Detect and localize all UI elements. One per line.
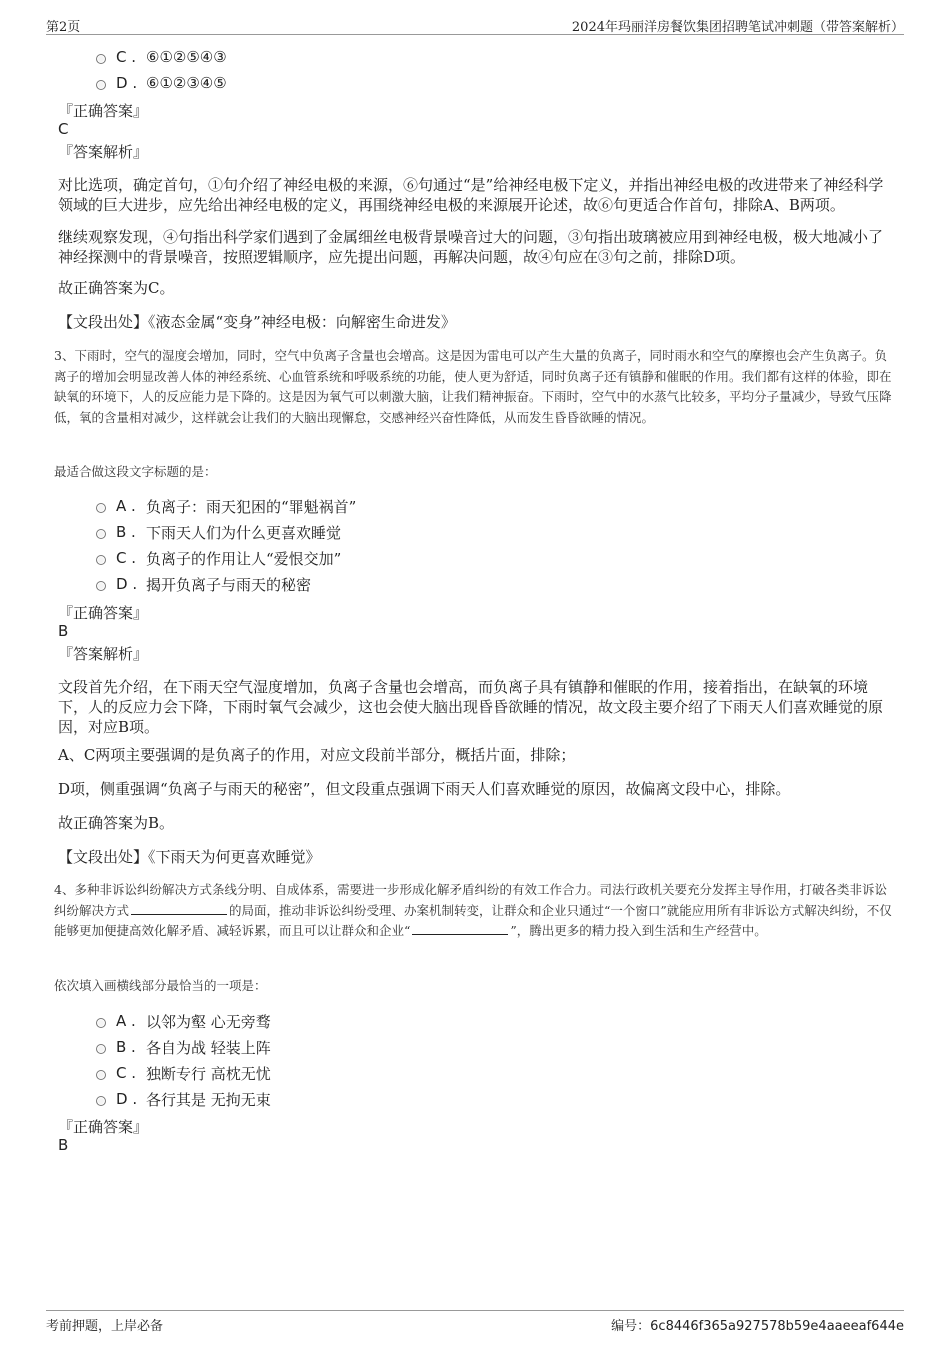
- fill-blank-1: [131, 902, 227, 915]
- radio-icon[interactable]: [96, 503, 106, 513]
- q3-prompt: 最适合做这段文字标题的是：: [54, 464, 217, 479]
- radio-icon[interactable]: [96, 581, 106, 591]
- q3-option-c[interactable]: C . 负离子的作用让人“爱恨交加”: [96, 547, 341, 569]
- q4-text: 4、多种非诉讼纠纷解决方式条线分明、自成体系，需要进一步形成化解矛盾纠纷的有效工作合力。司法行政机关要充分发挥主导作用，打破各类非诉讼纠纷解决方式 的局面，推动非诉讼纠纷受理、办案机制转变，让群众和企业只通过“一个窗口”就能应用所有非诉讼方式解决纠纷，不仅能够更加便捷高效化解矛盾、减轻诉累，而且可以让群众和企业“ ”，腾出更多的精力投入到生活和生产经营中。: [54, 882, 892, 938]
- q4-answer: B: [58, 1136, 69, 1154]
- q3-source: 【文段出处】《下雨天为何更喜欢睡觉》: [58, 848, 321, 866]
- q4-answer-label: 『正确答案』: [58, 1118, 149, 1136]
- document-title: 2024年玛丽洋房餐饮集团招聘笔试冲刺题（带答案解析）: [571, 20, 904, 35]
- page-number: 第2页: [46, 20, 81, 35]
- q3-analysis-p3: D项，侧重强调“负离子与雨天的秘密”，但文段重点强调下雨天人们喜欢睡觉的原因，故偏离文段中心，排除。: [58, 780, 791, 798]
- q4-option-b[interactable]: B . 各自为战 轻装上阵: [96, 1036, 271, 1058]
- page-footer: [46, 1310, 904, 1335]
- q2-answer-label: 『正确答案』: [58, 102, 149, 120]
- q2-analysis-p1: 对比选项，确定首句，①句介绍了神经电极的来源，⑥句通过“是”给神经电极下定义，并指出神经电极的改进带来了神经科学领域的巨大进步，应先给出神经电极的定义，再围绕神经电极的来源展开论述，故⑥句更适合作首句，排除A、B两项。: [58, 176, 884, 214]
- footer-slogan: 考前押题，上岸必备: [46, 1319, 164, 1334]
- q3-option-b[interactable]: B . 下雨天人们为什么更喜欢睡觉: [96, 521, 341, 543]
- document-id: 编号：6c8446f365a927578b59e4aaeeaf644e: [611, 1319, 904, 1334]
- radio-icon[interactable]: [96, 1044, 106, 1054]
- q4-option-a[interactable]: A . 以邻为壑 心无旁骛: [96, 1010, 271, 1032]
- q2-analysis-p2: 继续观察发现，④句指出科学家们遇到了金属细丝电极背景噪音过大的问题，③句指出玻璃被应用到神经电极，极大地减小了神经探测中的背景噪音，按照逻辑顺序，应先提出问题，再解决问题，故④句应在③句之前，排除D项。: [58, 228, 884, 266]
- q3-option-d[interactable]: D . 揭开负离子与雨天的秘密: [96, 573, 311, 595]
- q4-option-d[interactable]: D . 各行其是 无拘无束: [96, 1088, 271, 1110]
- radio-icon[interactable]: [96, 1070, 106, 1080]
- q2-answer: C: [58, 120, 69, 138]
- q3-text: 3、下雨时，空气的湿度会增加，同时，空气中负离子含量也会增高。这是因为雷电可以产生大量的负离子，同时雨水和空气的摩擦也会产生负离子。负离子的增加会明显改善人体的神经系统、心血管系统和呼吸系统的功能，使人更为舒适，同时负离子还有镇静和催眠的作用。我们都有这样的体验，即在缺氧的环境下，人的反应能力是下降的。这是因为氧气可以刺激大脑，让我们精神振奋。下雨时，空气中的水蒸气比较多，平均分子量减少，导致气压降低，氧的含量相对减少，这样就会让我们的大脑出现懈怠，交感神经兴奋性降低，从而发生昏昏欲睡的情况。: [54, 348, 892, 425]
- radio-icon[interactable]: [96, 54, 106, 64]
- q2-source: 【文段出处】《液态金属“变身”神经电极：向解密生命进发》: [58, 313, 456, 331]
- q2-analysis-label: 『答案解析』: [58, 143, 149, 161]
- radio-icon[interactable]: [96, 1096, 106, 1106]
- radio-icon[interactable]: [96, 555, 106, 565]
- q2-option-c[interactable]: C . ⑥①②⑤④③: [96, 46, 227, 68]
- fill-blank-2: [412, 922, 508, 935]
- q3-option-a[interactable]: A . 负离子：雨天犯困的“罪魁祸首”: [96, 495, 356, 517]
- q2-option-d[interactable]: D . ⑥①②③④⑤: [96, 72, 227, 94]
- radio-icon[interactable]: [96, 529, 106, 539]
- q3-analysis-label: 『答案解析』: [58, 645, 149, 663]
- q2-conclusion: 故正确答案为C。: [58, 279, 175, 297]
- radio-icon[interactable]: [96, 1018, 106, 1028]
- page-header: [46, 14, 904, 35]
- q3-analysis-p1: 文段首先介绍，在下雨天空气湿度增加，负离子含量也会增高，而负离子具有镇静和催眠的作用，接着指出，在缺氧的环境下，人的反应力会下降，下雨时氧气会减少，这也会使大脑出现昏昏欲睡的情况，故文段主要介绍了下雨天人们喜欢睡觉的原因，对应B项。: [58, 678, 884, 736]
- q3-conclusion: 故正确答案为B。: [58, 814, 175, 832]
- q3-answer-label: 『正确答案』: [58, 604, 149, 622]
- radio-icon[interactable]: [96, 80, 106, 90]
- q4-prompt: 依次填入画横线部分最恰当的一项是：: [54, 978, 267, 993]
- q3-analysis-p2: A、C两项主要强调的是负离子的作用，对应文段前半部分，概括片面，排除；: [58, 746, 576, 764]
- q4-option-c[interactable]: C . 独断专行 高枕无忧: [96, 1062, 271, 1084]
- q3-answer: B: [58, 622, 69, 640]
